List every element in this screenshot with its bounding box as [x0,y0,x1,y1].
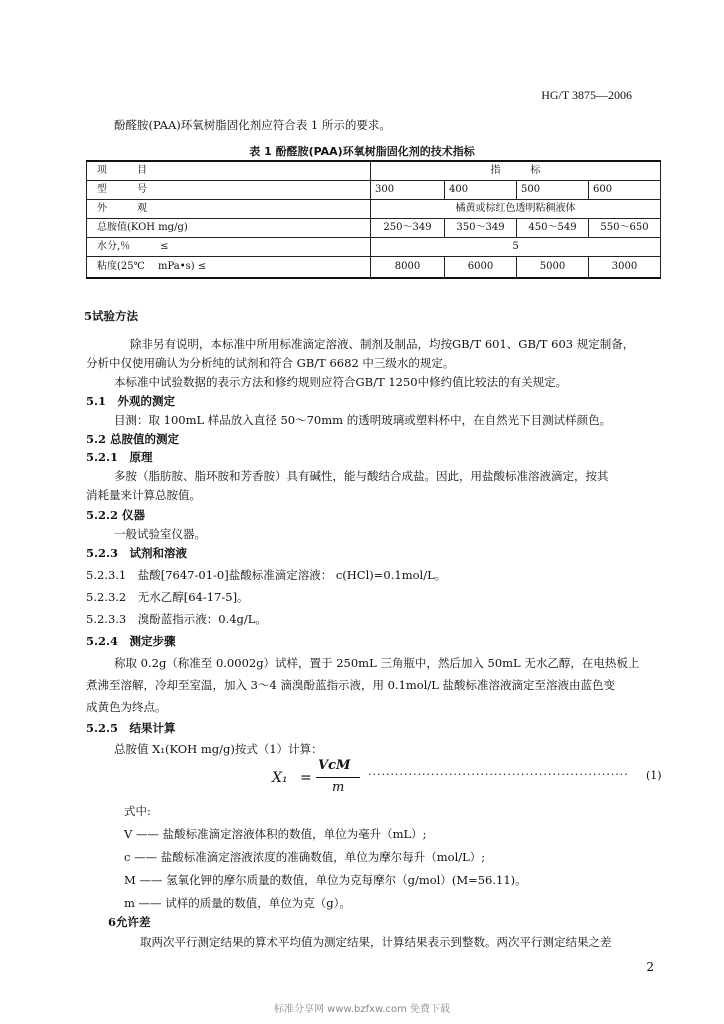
row-label-viscosity: 粘度(25℃ mPa•s) ≤ [87,257,371,279]
row-label-water: 水分,％ ≤ [87,238,371,257]
section-5-2-2-title: 5.2.2 仪器 [86,508,146,522]
section-5-title: 5试验方法 [84,309,139,323]
section-5-2-1-text-b: 消耗量来计算总胺值。 [86,488,201,502]
cell-model-500: 500 [517,181,589,200]
page-number: 2 [646,960,654,974]
section-5-2-1-title: 5.2.1 原理 [86,450,153,464]
formula-equals: = [300,770,312,786]
section-5-1-text: 目测：取 100mL 样品放入直径 50～70mm 的透明玻璃或塑料杯中，在自然光下目测试样颜色。 [114,413,612,427]
table-head-index: 指 标 [371,161,661,181]
formula-numerator: VcM [318,758,351,773]
section-5-para-2: 本标准中试验数据的表示方法和修约规则应符合GB/T 1250中修约值比较法的有关规定。 [114,375,568,389]
standard-code: HG/T 3875—2006 [541,88,632,102]
table-row [87,161,661,181]
var-M: M —— 氢氧化钾的摩尔质量的数值，单位为克每摩尔（g/mol）(M=56.11)。 [124,873,527,887]
formula-denominator: m [332,780,345,795]
section-5-2-1-text-a: 多胺（脂肪胺、脂环胺和芳香胺）具有碱性，能与酸结合成盐。因此，用盐酸标准溶液滴定，按其 [114,469,609,483]
var-c: c —— 盐酸标准滴定溶液浓度的准确数值，单位为摩尔每升（mol/L）; [124,850,486,864]
row-label-model: 型 号 [87,181,371,200]
formula-lhs: X₁ [272,770,288,786]
footer-watermark: 标准分享网 www.bzfxw.com 免费下载 [274,1004,450,1015]
cell-amine-4: 550～650 [589,219,661,238]
cell-viscosity-3: 5000 [517,257,589,279]
section-6-title: 6允许差 [108,915,151,929]
section-5-1-title: 5.1 外观的测定 [86,394,176,408]
section-5-2-5-title: 5.2.5 结果计算 [86,721,176,735]
section-5-2-3-3: 5.2.3.3 溴酚蓝指示液：0.4g/L。 [86,612,267,626]
section-5-2-5-text: 总胺值 X₁(KOH mg/g)按式（1）计算： [114,742,323,756]
spec-table [86,160,661,279]
section-5-para-1a: 除非另有说明，本标准中所用标准滴定溶液、制剂及制品，均按GB/T 601、GB/T 603 规定制备， [130,337,635,351]
section-5-para-1b: 分析中仅使用确认为分析纯的试剂和符合 GB/T 6682 中三级水的规定。 [86,356,455,370]
table-caption: 表 1 酚醛胺(PAA)环氧树脂固化剂的技术指标 [249,145,475,158]
section-6-text: 取两次平行测定结果的算术平均值为测定结果，计算结果表示到整数。两次平行测定结果之差 [140,935,612,949]
section-5-2-4-text-a: 称取 0.2g（称准至 0.0002g）试样，置于 250mL 三角瓶中，然后加入 50mL 无水乙醇，在电热板上 [114,656,640,670]
row-label-appearance: 外 观 [87,200,371,219]
cell-viscosity-1: 8000 [371,257,445,279]
var-m: m —— 试样的质量的数值，单位为克（g）。 [124,896,351,910]
intro-text: 酚醛胺(PAA)环氧树脂固化剂应符合表 1 所示的要求。 [114,118,391,132]
section-5-2-2-text: 一般试验室仪器。 [114,527,206,541]
table-row [87,200,661,219]
row-label-amine: 总胺值(KOH mg/g) [87,219,371,238]
section-5-2-3-title: 5.2.3 试剂和溶液 [86,546,188,560]
section-5-2-4-text-c: 成黄色为终点。 [86,700,167,714]
cell-appearance: 橘黄或棕红色透明粘稠液体 [371,200,661,219]
formula-1 [272,758,672,798]
section-5-2-4-text-b: 煮沸至溶解，冷却至室温，加入 3～4 滴溴酚蓝指示液，用 0.1mol/L 盐酸标准溶液滴定至溶液由蓝色变 [86,678,616,692]
cell-amine-2: 350～349 [445,219,517,238]
cell-amine-1: 250～349 [371,219,445,238]
section-5-2-3-1: 5.2.3.1 盐酸[7647-01-0]盐酸标准滴定溶液： c(HCl)=0.1mol/L。 [86,568,447,582]
cell-model-400: 400 [445,181,517,200]
cell-viscosity-2: 6000 [445,257,517,279]
table-row [87,238,661,257]
where-label: 式中: [124,804,151,818]
formula-number: (1) [646,769,662,782]
cell-amine-3: 450～549 [517,219,589,238]
section-5-2-title: 5.2 总胺值的测定 [86,432,180,446]
cell-viscosity-4: 3000 [589,257,661,279]
table-row [87,257,661,279]
cell-model-600: 600 [589,181,661,200]
table-row [87,181,661,200]
table-row [87,219,661,238]
table-head-item: 项 目 [87,161,371,181]
formula-leader-dots: ·························································· [368,768,629,781]
cell-water: 5 [371,238,661,257]
fraction-bar [316,777,360,778]
var-v: V —— 盐酸标准滴定溶液体积的数值，单位为毫升（mL）; [124,827,427,841]
section-5-2-4-title: 5.2.4 测定步骤 [86,634,176,648]
cell-model-300: 300 [371,181,445,200]
section-5-2-3-2: 5.2.3.2 无水乙醇[64-17-5]。 [86,590,249,604]
